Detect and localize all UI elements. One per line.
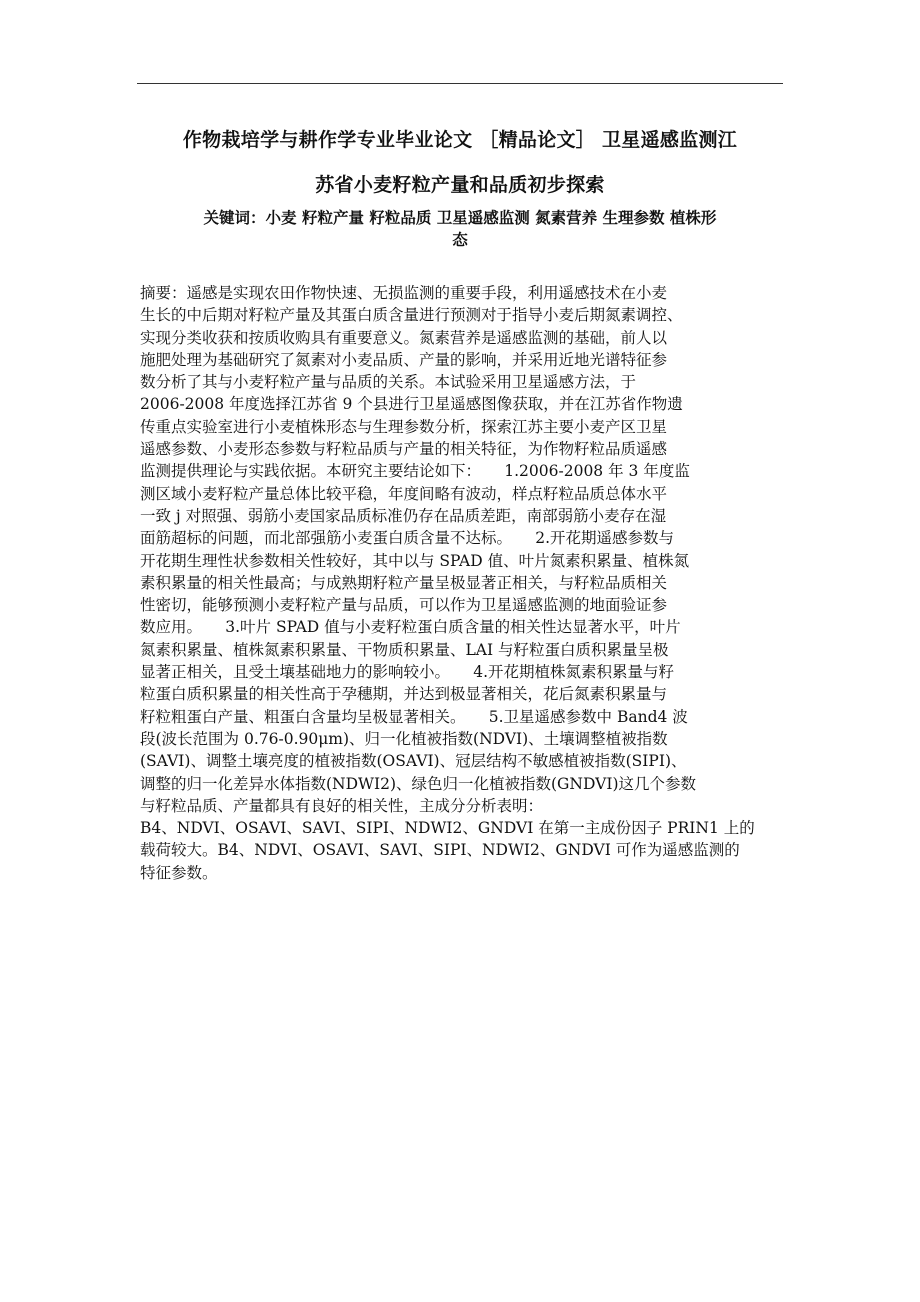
abstract-line: 性密切，能够预测小麦籽粒产量与品质，可以作为卫星遥感监测的地面验证参 — [140, 596, 668, 615]
abstract-line: 实现分类收获和按质收购具有重要意义。氮素营养是遥感监测的基础，前人以 — [140, 328, 668, 347]
document-title — [137, 118, 783, 208]
abstract-line: 遥感参数、小麦形态参数与籽粒品质与产量的相关特征，为作物籽粒品质遥感 — [140, 440, 668, 459]
abstract-line: 与籽粒品质、产量都具有良好的相关性，主成分分析表明： — [140, 796, 544, 815]
abstract-line: 特征参数。 — [140, 863, 218, 882]
header-rule — [137, 83, 783, 84]
title-line: 苏省小麦籽粒产量和品质初步探索 — [315, 174, 605, 196]
abstract-line: 调整的归一化差异水体指数(NDWI2)、绿色归一化植被指数(GNDVI)这几个参数 — [140, 774, 697, 793]
abstract-line: 显著正相关，且受土壤基础地力的影响较小。 4.开花期植株氮素积累量与籽 — [140, 663, 675, 682]
abstract-line: 生长的中后期对籽粒产量及其蛋白质含量进行预测对于指导小麦后期氮素调控、 — [140, 306, 683, 325]
abstract-line: 段(波长范围为 0.76-0.90μm)、归一化植被指数(NDVI)、土壤调整植被指数 — [140, 729, 668, 748]
abstract-line: 测区域小麦籽粒产量总体比较平稳，年度间略有波动，样点籽粒品质总体水平 — [140, 484, 668, 503]
abstract-line: 氮素积累量、植株氮素积累量、干物质积累量、LAI 与籽粒蛋白质积累量呈极 — [140, 640, 669, 659]
abstract-line: 籽粒粗蛋白产量、粗蛋白含量均呈极显著相关。 5.卫星遥感参数中 Band4 波 — [140, 707, 688, 726]
abstract-line: 开花期生理性状参数相关性较好，其中以与 SPAD 值、叶片氮素积累量、植株氮 — [140, 551, 690, 570]
abstract-line: 一致 j 对照强、弱筋小麦国家品质标准仍存在品质差距，南部弱筋小麦存在湿 — [140, 506, 667, 525]
abstract-line: 数应用。 3.叶片 SPAD 值与小麦籽粒蛋白质含量的相关性达显著水平，叶片 — [140, 618, 681, 637]
abstract-line: 素积累量的相关性最高；与成熟期籽粒产量呈极显著正相关，与籽粒品质相关 — [140, 573, 668, 592]
keywords-line: 关键词：小麦 籽粒产量 籽粒品质 卫星遥感监测 氮素营养 生理参数 植株形 — [203, 208, 717, 227]
abstract-line: 摘要：遥感是实现农田作物快速、无损监测的重要手段，利用遥感技术在小麦 — [140, 284, 668, 302]
abstract-line: 传重点实验室进行小麦植株形态与生理参数分析，探索江苏主要小麦产区卫星 — [140, 417, 668, 436]
abstract-line: 粒蛋白质积累量的相关性高于孕穗期，并达到极显著相关，花后氮素积累量与 — [140, 685, 668, 704]
abstract-body — [140, 282, 780, 884]
title-line: 作物栽培学与耕作学专业毕业论文 ［精品论文］ 卫星遥感监测江 — [182, 129, 738, 151]
abstract-line: 监测提供理论与实践依据。本研究主要结论如下： 1.2006-2008 年 3 年度监 — [140, 462, 690, 481]
keywords-line: 态 — [452, 230, 468, 249]
abstract-line: (SAVI)、调整土壤亮度的植被指数(OSAVI)、冠层结构不敏感植被指数(SIPI)、 — [140, 752, 687, 771]
abstract-line: B4、NDVI、OSAVI、SAVI、SIPI、NDWI2、GNDVI 在第一主成份因子 PRIN1 上的 — [140, 819, 755, 838]
keywords — [137, 207, 783, 251]
abstract-line: 数分析了其与小麦籽粒产量与品质的关系。本试验采用卫星遥感方法，于 — [140, 373, 637, 392]
abstract-line: 面筋超标的问题，而北部强筋小麦蛋白质含量不达标。 2.开花期遥感参数与 — [140, 529, 675, 548]
abstract-line: 2006-2008 年度选择江苏省 9 个县进行卫星遥感图像获取，并在江苏省作物遗 — [140, 395, 683, 414]
abstract-line: 载荷较大。B4、NDVI、OSAVI、SAVI、SIPI、NDWI2、GNDVI 可作为遥感监测的 — [140, 841, 740, 860]
abstract-line: 施肥处理为基础研究了氮素对小麦品质、产量的影响，并采用近地光谱特征参 — [140, 350, 668, 369]
